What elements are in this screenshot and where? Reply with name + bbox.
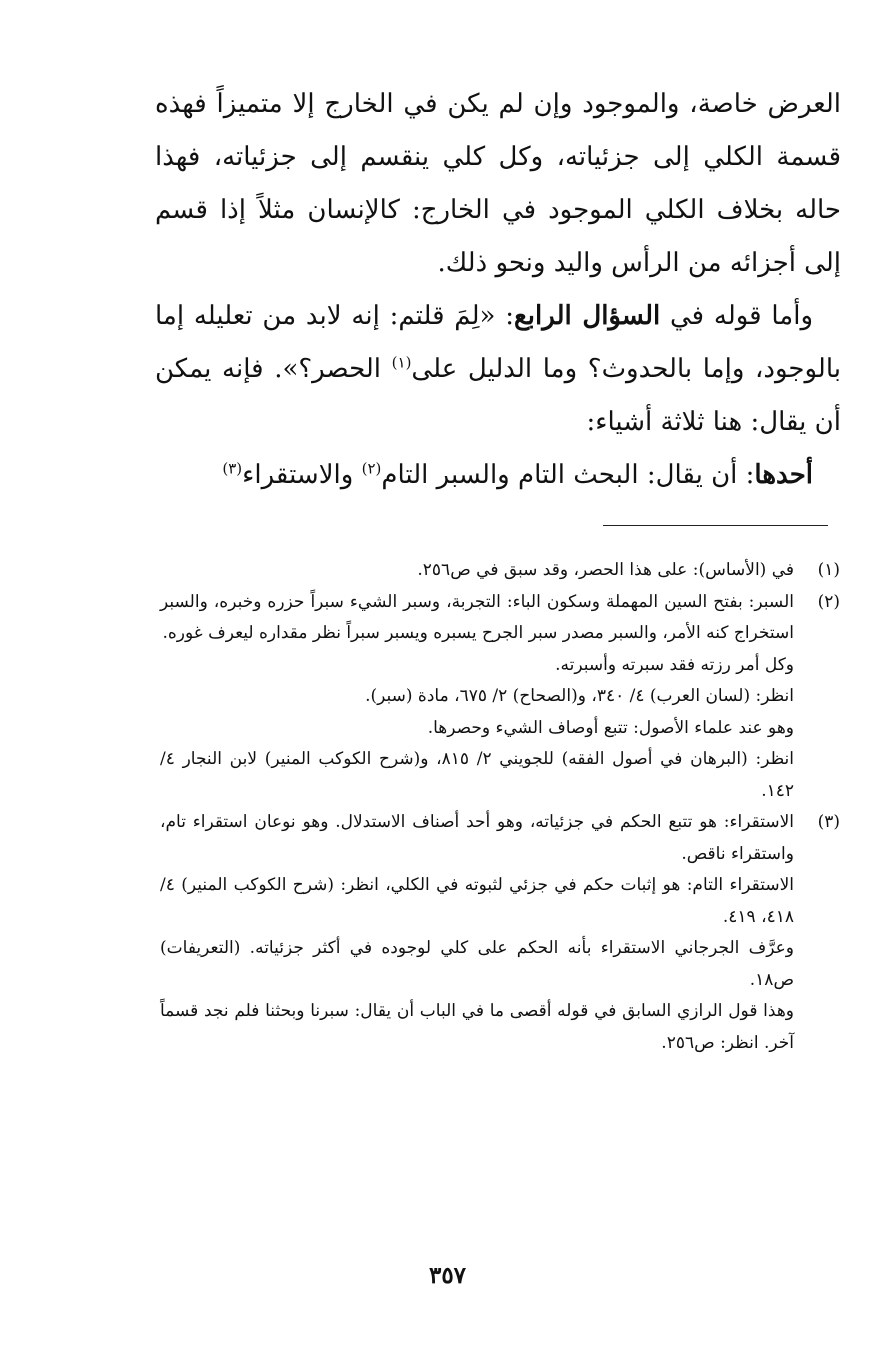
fourth-question-term: السؤال الرابع <box>513 301 661 331</box>
page-number: ٣٥٧ <box>428 1262 467 1289</box>
paragraph-2-text-b: : «لِمَ قلتم: إنه لابد من تعليله إما بالوجود، وإما بالحدوث؟ وما الدليل على <box>155 301 841 384</box>
footnote-line: الاستقراء: هو تتبع الحكم في جزئياته، وهو أحد أصناف الاستدلال. وهو نوعان استقراء تام، واستقراء ناقص. <box>160 812 794 864</box>
paragraph-2-text-a: وأما قوله في <box>660 301 814 331</box>
footnote-separator <box>603 525 828 526</box>
footnote-body <box>160 807 794 1059</box>
footnote-line: وعرَّف الجرجاني الاستقراء بأنه الحكم على كلي لوجوده في أكثر جزئياته. (التعريفات) ص١٨. <box>160 938 794 990</box>
footnote-number: (٢) <box>817 591 840 612</box>
footnotes <box>160 555 840 1059</box>
paragraph-1: العرض خاصة، والموجود وإن لم يكن في الخارج إلا متميزاً فهذه قسمة الكلي إلى جزئياته، وكل كلي ينقسم إلى جزئياته، فهذا حاله بخلاف الكلي الموجود في الخارج: كالإنسان مثلاً إذا قسم إلى أجزائه من الرأس واليد ونحو ذلك. <box>155 89 841 278</box>
footnote-line: الاستقراء التام: هو إثبات حكم في جزئي لثبوته في الكلي، انظر: (شرح الكوكب المنير) ٤/ ٤١٨، ٤١٩. <box>160 875 794 927</box>
footnote-ref-3: (٣) <box>222 459 243 478</box>
footnote-ref-2: (٢) <box>361 459 382 478</box>
footnote-number: (١) <box>817 560 840 580</box>
paragraph-3-text-a: : أن يقال: البحث التام والسبر التام <box>381 460 755 490</box>
footnote-line: وكل أمر رزته فقد سبرته وأسبرته. <box>555 654 794 675</box>
main-text <box>155 78 841 502</box>
paragraph-3 <box>155 449 841 502</box>
footnote-line: انظر: (البرهان في أصول الفقه) للجويني ٢/ ٨١٥، و(شرح الكوكب المنير) لابن النجار ٤/ ١٤٢. <box>160 749 794 801</box>
paragraph-2-text-c: الحصر؟». فإنه يمكن أن يقال: هنا ثلاثة أشياء: <box>155 354 841 437</box>
paragraph-2 <box>155 290 841 449</box>
footnote-2 <box>160 587 840 808</box>
footnote-1 <box>160 555 840 587</box>
footnote-line: وهذا قول الرازي السابق في قوله أقصى ما في الباب أن يقال: سبرنا وبحثنا فلم نجد قسماً آخر. انظر: ص٢٥٦. <box>160 1001 794 1053</box>
paragraph-3-text-b: والاستقراء <box>242 460 362 490</box>
footnote-line: السبر: بفتح السين المهملة وسكون الباء: التجربة، وسبر الشيء سبراً حزره وخبره، والسبر استخراج كنه الأمر، والسبر مصدر سبر الجرح يسبره ويسبر سبراً نظر مقداره ليعرف غوره. <box>160 591 794 643</box>
footnote-ref-1: (١) <box>391 353 412 372</box>
footnote-body <box>160 587 794 808</box>
footnote-3 <box>160 807 840 1059</box>
footnote-body <box>160 555 794 587</box>
footnote-line: وهو عند علماء الأصول: تتبع أوصاف الشيء وحصرها. <box>427 717 794 738</box>
first-item-term: أحدها <box>754 460 813 490</box>
footnote-number: (٣) <box>817 812 840 832</box>
footnote-line: انظر: (لسان العرب) ٤/ ٣٤٠، و(الصحاح) ٢/ ٦٧٥، مادة (سبر). <box>365 686 794 706</box>
footnote-line: في (الأساس): على هذا الحصر، وقد سبق في ص٢٥٦. <box>417 560 794 580</box>
